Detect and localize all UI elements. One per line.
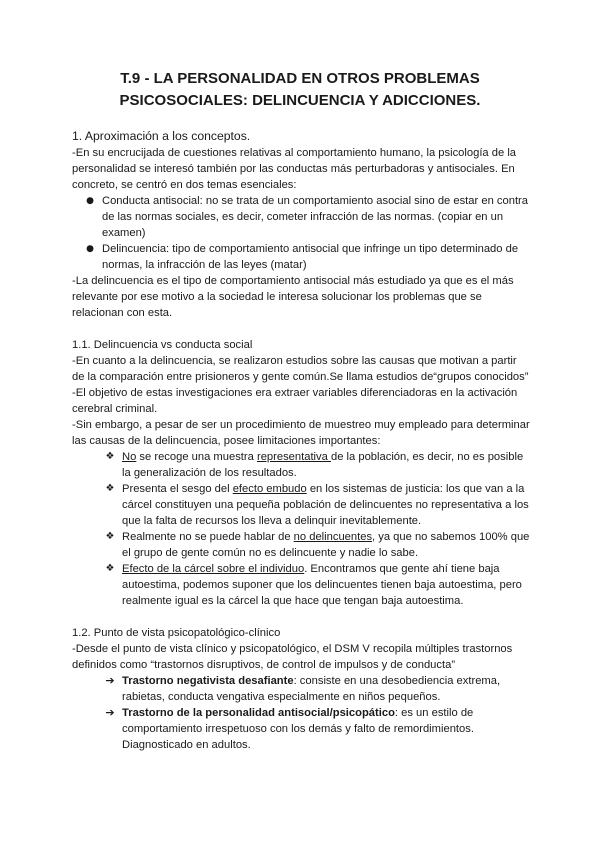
list-item: ❖ No se recoge una muestra representativa de la población, es decir, no es posible la generalización de los resultados.	[72, 449, 532, 481]
arrow-bullet-icon: ➔	[105, 706, 115, 719]
section-1-list	[72, 193, 532, 273]
underlined-text: Efecto de la cárcel sobre el individuo	[122, 563, 305, 575]
diamond-bullet-icon: ❖	[105, 451, 115, 462]
bold-term: Trastorno de la personalidad antisocial/psicopático	[122, 707, 395, 719]
list-item-text: Delincuencia: tipo de comportamiento antisocial que infringe un tipo determinado de normas, la infracción de las leyes (matar)	[102, 243, 519, 271]
list-item	[72, 193, 532, 241]
underlined-text: efecto embudo	[232, 483, 307, 495]
list-item-text: Conducta antisocial: no se trata de un comportamiento asocial sino de estar en contra de las normas sociales, es decir, cometer infracción de las normas. (copiar en un examen)	[102, 195, 528, 239]
underlined-text: representativa	[256, 451, 331, 463]
section-1-intro: -En su encrucijada de cuestiones relativas al comportamiento humano, la psicología de la personalidad se interesó también por las conductas más perturbadoras y antisociales. En concreto, se centró en dos temas esenciales:	[72, 147, 517, 191]
arrow-bullet-icon: ➔	[105, 674, 115, 687]
section-1-1-heading: 1.1. Delincuencia vs conducta social	[72, 339, 253, 351]
section-1-1-paragraph: -Sin embargo, a pesar de ser un procedimiento de muestreo muy empleado para determinar las causas de la delincuencia, posee limitaciones importantes:	[72, 419, 530, 447]
section-1-2-paragraph: -Desde el punto de vista clínico y psicopatológico, el DSM V recopila múltiples trastornos definidos como “trastornos disruptivos, de control de impulsos y de conducta”	[72, 643, 513, 671]
list-item: ❖ Efecto de la cárcel sobre el individuo. Encontramos que gente ahí tiene baja autoestima, podemos suponer que los delincuentes tienen baja autoestima, pero realmente igual es la cárcel la que hace que tengan baja autoestima.	[72, 561, 532, 609]
limitations-list	[72, 449, 532, 609]
section-1-closing: -La delincuencia es el tipo de comportamiento antisocial más estudiado ya que es el más relevante por ese motivo a la sociedad le interesa solucionar los problemas que se relacionan con esta.	[72, 275, 514, 319]
section-1-heading: 1. Aproximación a los conceptos.	[72, 129, 251, 143]
list-item: ➔ Trastorno negativista desafiante: consiste en una desobediencia extrema, rabietas, conducta vengativa especialmente en niños pequeños.	[72, 673, 532, 705]
document-body	[72, 127, 532, 753]
diamond-bullet-icon: ❖	[105, 531, 115, 542]
section-1-2-heading: 1.2. Punto de vista psicopatológico-clínico	[72, 627, 281, 639]
list-item: ➔ Trastorno de la personalidad antisocial/psicopático: es un estilo de comportamiento irrespetuoso con los demás y falto de remordimientos. Diagnosticado en adultos.	[72, 705, 532, 753]
underlined-text: no delincuentes	[293, 531, 373, 543]
list-item: ❖ Presenta el sesgo del efecto embudo en los sistemas de justicia: los que van a la cárcel constituyen una pequeña población de delincuentes no representativa a los que la falta de recursos los lleva a delinquir inevitablemente.	[72, 481, 532, 529]
diamond-bullet-icon: ❖	[105, 563, 115, 574]
list-item	[72, 241, 532, 273]
bullet-icon: ●	[86, 196, 94, 206]
underlined-text: No	[122, 451, 137, 463]
bold-term: Trastorno negativista desafiante	[122, 675, 294, 687]
section-1-1-paragraph: -El objetivo de estas investigaciones era extraer variables diferenciadoras en la activación cerebral criminal.	[72, 387, 518, 415]
document-title: T.9 - LA PERSONALIDAD EN OTROS PROBLEMAS PSICOSOCIALES: DELINCUENCIA Y ADICCIONES.	[119, 70, 481, 109]
diamond-bullet-icon: ❖	[105, 483, 115, 494]
disorders-list	[72, 673, 532, 753]
section-1-1-paragraph: -En cuanto a la delincuencia, se realizaron estudios sobre las causas que motivan a partir de la comparación entre prisioneros y gente común.Se llama estudios de“grupos conocidos”	[72, 355, 529, 383]
bullet-icon: ●	[86, 244, 94, 254]
list-item: ❖ Realmente no se puede hablar de no delincuentes, ya que no sabemos 100% que el grupo de gente común no es delincuente y nadie lo sabe.	[72, 529, 532, 561]
